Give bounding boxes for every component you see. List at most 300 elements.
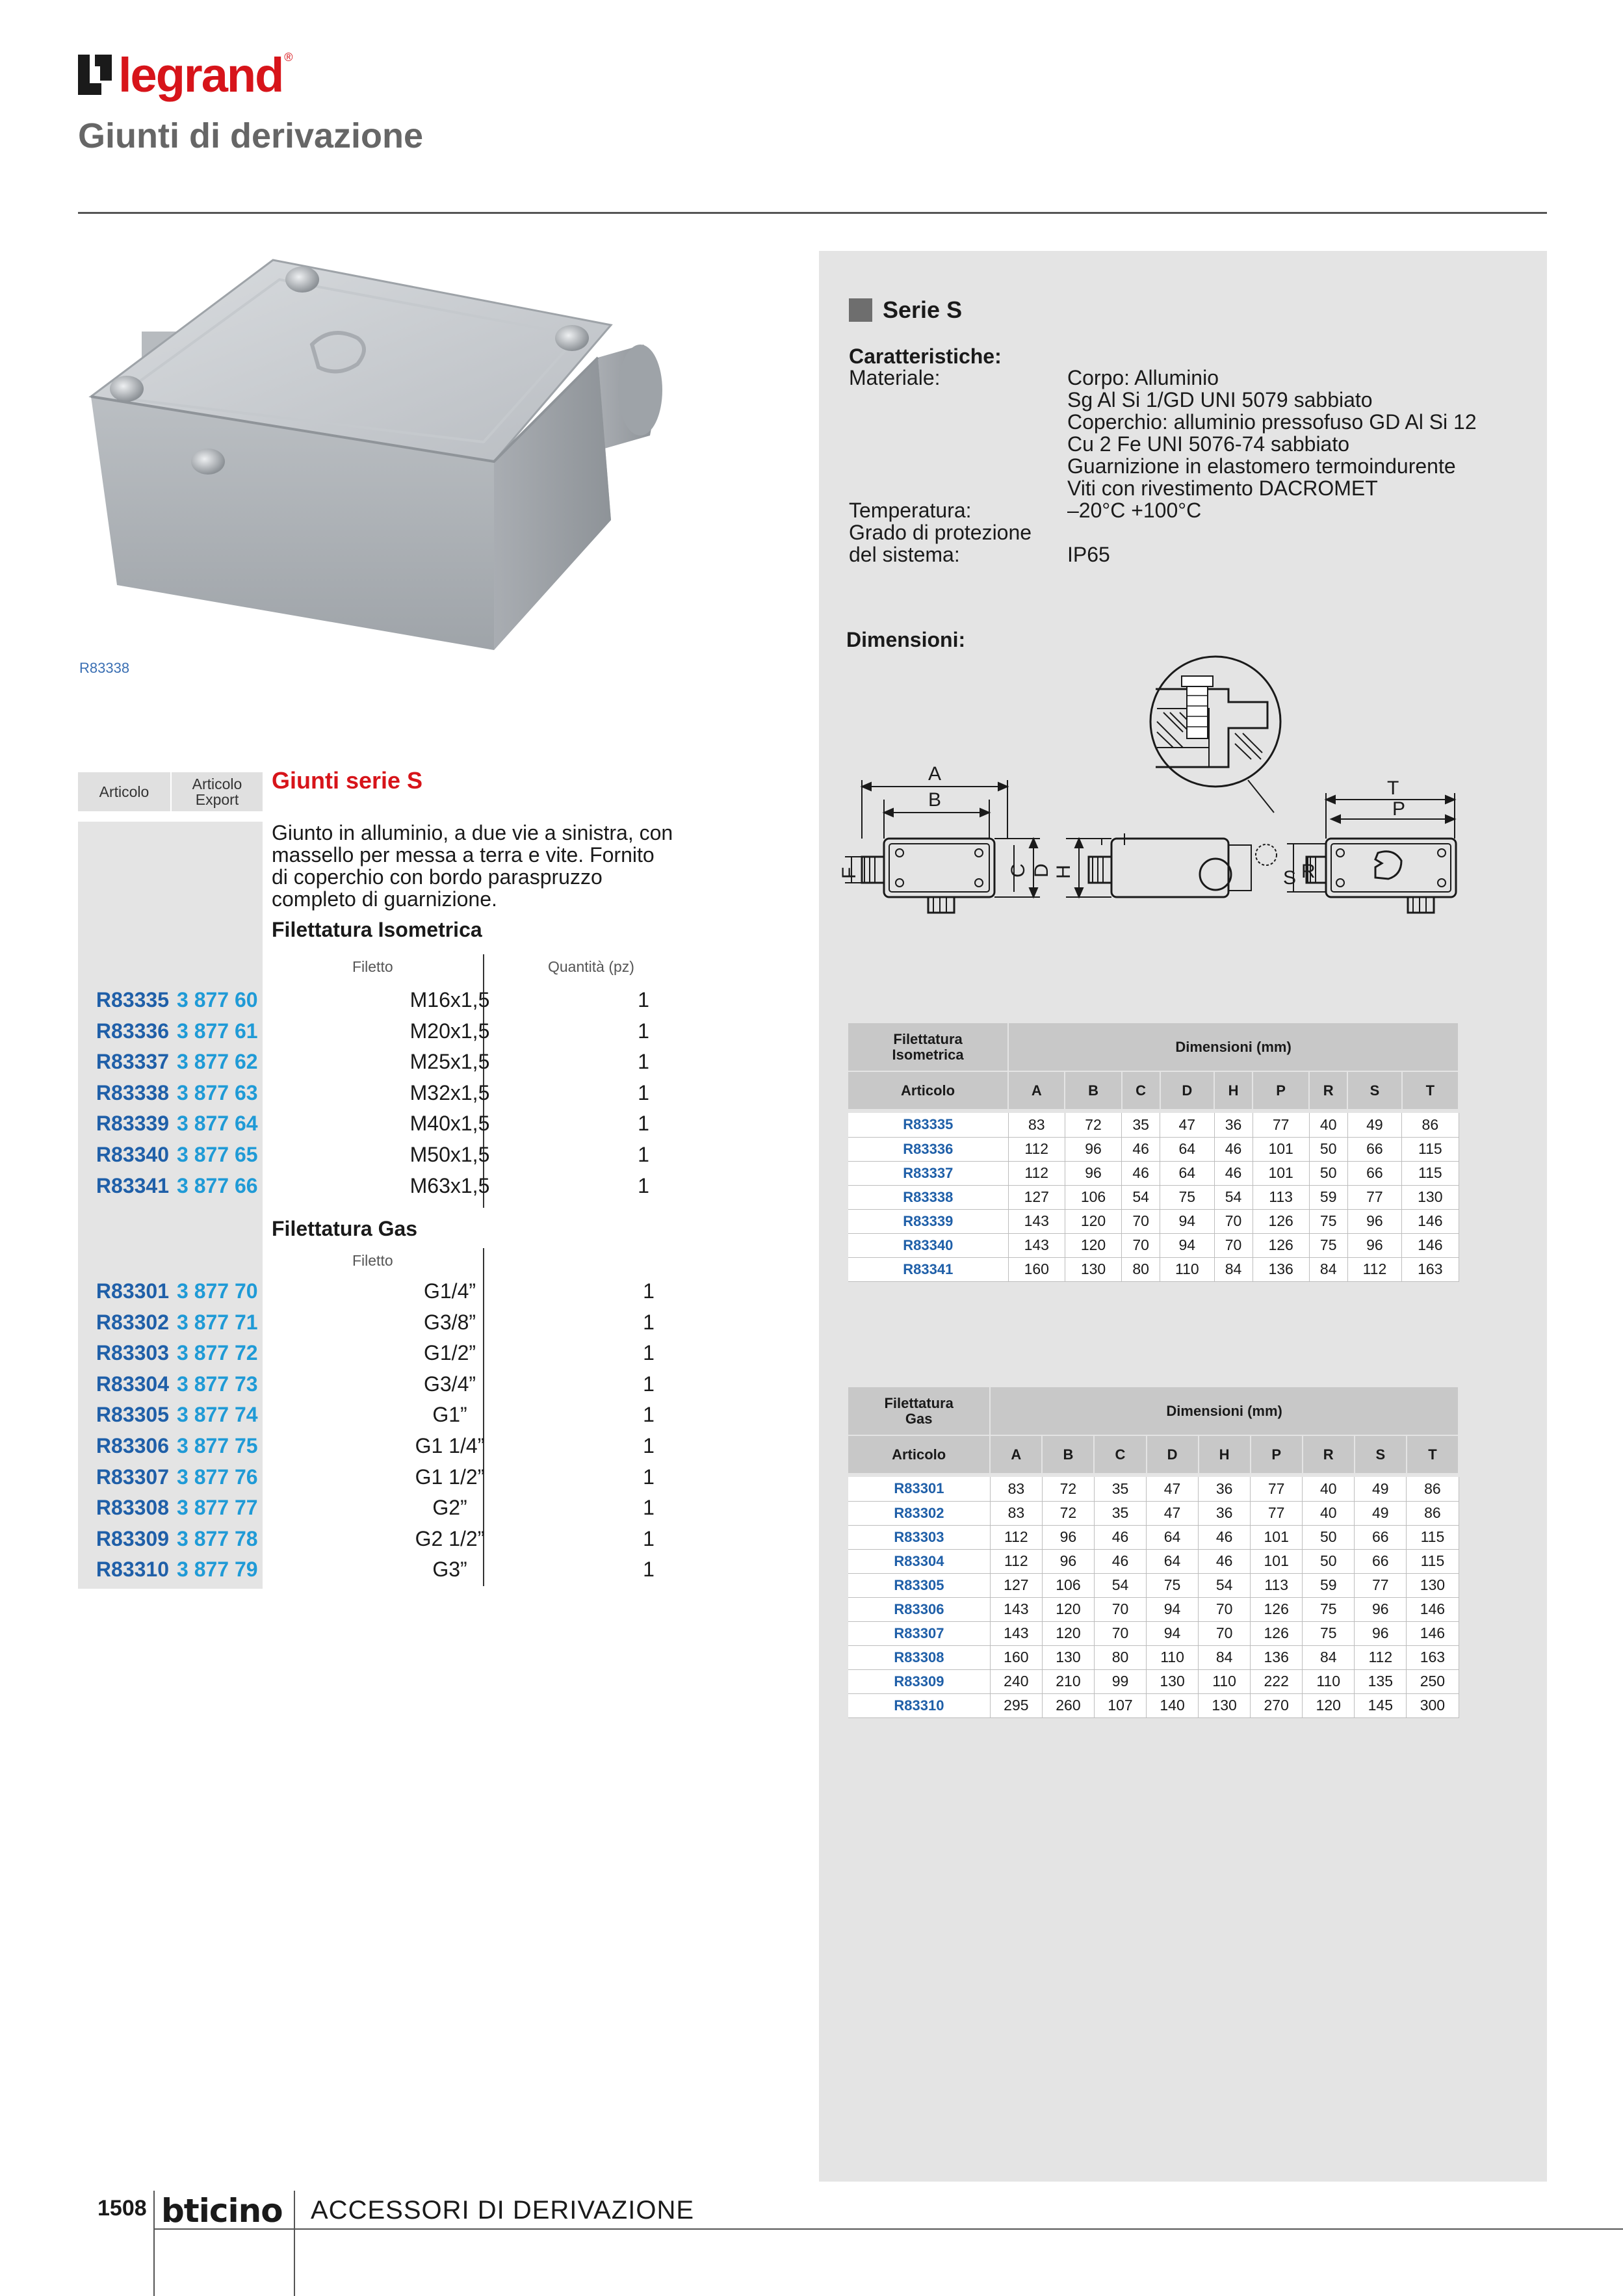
product-photo	[78, 247, 702, 663]
article-code-cell: R83301	[848, 1477, 990, 1501]
dimension-cell: 143	[1008, 1209, 1065, 1233]
quantity-value: 1	[638, 1080, 649, 1104]
dimension-cell: 163	[1402, 1257, 1459, 1281]
page-number: 1508	[97, 2196, 147, 2221]
dimension-cell: 112	[990, 1549, 1042, 1573]
dimension-cell: 210	[1042, 1669, 1094, 1693]
dimension-cell: 54	[1094, 1573, 1146, 1597]
dim-column-header: H	[1199, 1435, 1251, 1473]
article-code-cell: R83302	[848, 1501, 990, 1525]
article-code: R83338	[96, 1080, 169, 1104]
article-code: R83301	[96, 1279, 169, 1303]
footer-divider	[153, 2191, 155, 2296]
spec-row: Viti con rivestimento DACROMET	[1067, 476, 1378, 500]
dimension-cell: 75	[1309, 1209, 1347, 1233]
dimension-cell: 47	[1147, 1501, 1199, 1525]
dimension-cell: 83	[990, 1477, 1042, 1501]
product-row	[78, 1275, 663, 1306]
dimension-cell: 120	[1303, 1693, 1355, 1717]
dimension-cell: 110	[1147, 1645, 1199, 1669]
dimensioni-title: Dimensioni:	[846, 628, 966, 651]
table-row	[848, 1549, 1459, 1573]
dim-column-header: P	[1251, 1435, 1303, 1473]
dim-column-header: Articolo	[848, 1071, 1008, 1109]
dimension-cell: 120	[1042, 1597, 1094, 1621]
dimension-cell: 86	[1407, 1501, 1459, 1525]
dimension-cell: 49	[1355, 1501, 1407, 1525]
thread-value: G3/4”	[423, 1372, 476, 1396]
quantity-value: 1	[638, 1112, 649, 1136]
dim-column-header: R	[1303, 1435, 1355, 1473]
dim-column-header: S	[1347, 1071, 1401, 1109]
dimension-cell: 84	[1214, 1257, 1253, 1281]
dimension-cell: 70	[1199, 1621, 1251, 1645]
table-row	[848, 1669, 1459, 1693]
thread-value: M25x1,5	[409, 1050, 490, 1074]
dim-column-header: T	[1407, 1435, 1459, 1473]
dimension-cell: 64	[1147, 1549, 1199, 1573]
article-code: R83340	[96, 1143, 169, 1166]
dimension-cell: 94	[1147, 1621, 1199, 1645]
article-code-cell: R83308	[848, 1645, 990, 1669]
dimension-cell: 66	[1347, 1137, 1401, 1161]
dimension-cell: 115	[1402, 1137, 1459, 1161]
legrand-logo-text: legrand	[118, 47, 283, 102]
article-code: R83341	[96, 1173, 169, 1197]
quantity-value: 1	[643, 1434, 655, 1457]
serie-title: Serie S	[883, 296, 963, 323]
quantity-value: 1	[643, 1465, 655, 1489]
article-code: R83302	[96, 1310, 169, 1334]
product-row	[78, 1492, 663, 1522]
article-code: R83309	[96, 1526, 169, 1550]
serie-heading	[849, 296, 962, 324]
spec-row: Guarnizione in elastomero termoindurente	[1067, 454, 1456, 478]
footer-divider	[294, 2191, 295, 2296]
dimension-cell: 46	[1199, 1525, 1251, 1549]
dimension-cell: 54	[1214, 1185, 1253, 1209]
dimension-cell: 46	[1214, 1161, 1253, 1185]
article-code-cell: R83304	[848, 1549, 990, 1573]
dimension-cell: 94	[1160, 1209, 1214, 1233]
dimension-cell: 77	[1251, 1501, 1303, 1525]
product-row	[78, 1015, 663, 1046]
table-label-cell: Filettatura Isometrica	[848, 1023, 1008, 1071]
dimension-cell: 135	[1355, 1669, 1407, 1693]
article-code: R83303	[96, 1341, 169, 1365]
dimension-cell: 84	[1303, 1645, 1355, 1669]
dimension-cell: 72	[1042, 1477, 1094, 1501]
article-code: R83307	[96, 1465, 169, 1489]
dimension-cell: 36	[1199, 1477, 1251, 1501]
dimension-cell: 143	[1008, 1233, 1065, 1257]
table-row	[848, 1597, 1459, 1621]
dim-label-A: A	[928, 763, 942, 785]
dim-column-header: D	[1160, 1071, 1214, 1109]
dimension-cell: 222	[1251, 1669, 1303, 1693]
dimension-cell: 145	[1355, 1693, 1407, 1717]
section-title: Giunti serie S	[272, 767, 423, 794]
dimension-cell: 163	[1407, 1645, 1459, 1669]
product-row	[78, 1108, 663, 1138]
dimension-cell: 112	[1008, 1137, 1065, 1161]
dimension-cell: 130	[1147, 1669, 1199, 1693]
dimension-cell: 59	[1309, 1185, 1347, 1209]
dimension-cell: 107	[1094, 1693, 1146, 1717]
dimension-cell: 140	[1147, 1693, 1199, 1717]
dimension-cell: 126	[1251, 1621, 1303, 1645]
article-code-cell: R83338	[848, 1185, 1008, 1209]
dim-label-B: B	[928, 789, 942, 811]
dimension-cell: 101	[1251, 1525, 1303, 1549]
quantity-value: 1	[638, 988, 649, 1011]
article-code-cell: R83310	[848, 1693, 990, 1717]
dimension-cell: 126	[1251, 1597, 1303, 1621]
product-row	[78, 1399, 663, 1429]
dimension-cell: 75	[1147, 1573, 1199, 1597]
dimensioni-header: Dimensioni (mm)	[990, 1387, 1459, 1435]
export-code: 3 877 61	[177, 1019, 258, 1043]
article-code: R83308	[96, 1496, 169, 1520]
thread-value: M50x1,5	[409, 1143, 490, 1166]
dimension-cell: 240	[990, 1669, 1042, 1693]
dimension-cell: 86	[1407, 1477, 1459, 1501]
dimension-cell: 46	[1094, 1549, 1146, 1573]
dimensioni-header: Dimensioni (mm)	[1008, 1023, 1459, 1071]
dim-column-header: Articolo	[848, 1435, 990, 1473]
dim-column-header: C	[1122, 1071, 1160, 1109]
dimension-cell: 136	[1253, 1257, 1309, 1281]
thread-value: M63x1,5	[409, 1173, 490, 1197]
dimension-cell: 120	[1065, 1233, 1121, 1257]
dim-label-P: P	[1392, 798, 1406, 820]
dimension-cell: 250	[1407, 1669, 1459, 1693]
dim-column-header: D	[1147, 1435, 1199, 1473]
column-header-articolo: Articolo	[78, 772, 170, 811]
quantity-value: 1	[638, 1050, 649, 1074]
footer-rule	[153, 2228, 1623, 2230]
product-row	[78, 1337, 663, 1368]
dimension-cell: 96	[1065, 1137, 1121, 1161]
thread-value: M32x1,5	[409, 1080, 490, 1104]
dimension-cell: 146	[1407, 1621, 1459, 1645]
dim-column-header: P	[1253, 1071, 1309, 1109]
photo-caption: R83338	[79, 660, 130, 676]
dimension-cell: 75	[1309, 1233, 1347, 1257]
dim-label-D: D	[1031, 863, 1052, 878]
dimension-cell: 106	[1065, 1185, 1121, 1209]
dimension-cell: 112	[1355, 1645, 1407, 1669]
export-code: 3 877 65	[177, 1143, 258, 1166]
dimension-cell: 160	[990, 1645, 1042, 1669]
product-row	[78, 1523, 663, 1554]
dimension-cell: 130	[1065, 1257, 1121, 1281]
footer-category: ACCESSORI DI DERIVAZIONE	[311, 2196, 695, 2224]
product-row	[78, 984, 663, 1015]
dimension-cell: 270	[1251, 1693, 1303, 1717]
product-row	[78, 1554, 663, 1584]
dim-column-header: R	[1309, 1071, 1347, 1109]
specs-list	[849, 367, 1535, 566]
dim-column-header: B	[1042, 1435, 1094, 1473]
spec-row: Temperatura: –20°C +100°C	[849, 499, 1202, 522]
table-row	[848, 1525, 1459, 1549]
dimension-cell: 84	[1309, 1257, 1347, 1281]
dimension-table-isometrica	[848, 1023, 1459, 1282]
article-code: R83305	[96, 1403, 169, 1427]
dimension-cell: 50	[1309, 1137, 1347, 1161]
product-row	[78, 1077, 663, 1108]
dimension-cell: 80	[1122, 1257, 1160, 1281]
thread-value: M16x1,5	[409, 988, 490, 1011]
thread-value: M20x1,5	[409, 1019, 490, 1043]
table-row	[848, 1233, 1459, 1257]
dimension-cell: 64	[1160, 1161, 1214, 1185]
dimension-cell: 36	[1214, 1113, 1253, 1137]
dim-label-R: R	[1301, 861, 1316, 882]
product-row	[78, 1139, 663, 1169]
dimension-cell: 70	[1214, 1209, 1253, 1233]
dimension-cell: 35	[1094, 1501, 1146, 1525]
dim-label-S: S	[1283, 867, 1297, 889]
dimension-cell: 50	[1303, 1525, 1355, 1549]
export-code: 3 877 70	[177, 1279, 258, 1303]
dimension-cell: 120	[1042, 1621, 1094, 1645]
dimension-cell: 112	[1347, 1257, 1401, 1281]
dim-label-C: C	[1007, 863, 1029, 878]
table-row	[848, 1573, 1459, 1597]
quantity-value: 1	[643, 1341, 655, 1365]
legrand-logo-mark-icon	[78, 55, 112, 95]
dimension-cell: 94	[1160, 1233, 1214, 1257]
dimension-cell: 49	[1355, 1477, 1407, 1501]
quantity-value: 1	[643, 1496, 655, 1520]
dimension-cell: 84	[1199, 1645, 1251, 1669]
export-code: 3 877 74	[177, 1403, 258, 1427]
article-code: R83337	[96, 1050, 169, 1074]
export-code: 3 877 64	[177, 1112, 258, 1136]
dimension-cell: 47	[1160, 1113, 1214, 1137]
dimension-cell: 70	[1122, 1233, 1160, 1257]
quantity-value: 1	[638, 1019, 649, 1043]
dimension-cell: 101	[1253, 1161, 1309, 1185]
dimension-cell: 127	[990, 1573, 1042, 1597]
dimension-cell: 96	[1042, 1549, 1094, 1573]
quantity-value: 1	[643, 1558, 655, 1582]
quantity-value: 1	[638, 1173, 649, 1197]
table-row	[848, 1693, 1459, 1717]
dimension-cell: 75	[1303, 1621, 1355, 1645]
article-code-cell: R83341	[848, 1257, 1008, 1281]
dimension-cell: 146	[1407, 1597, 1459, 1621]
dimension-cell: 126	[1253, 1209, 1309, 1233]
table-row	[848, 1161, 1459, 1185]
dimension-cell: 75	[1303, 1597, 1355, 1621]
dimension-cell: 99	[1094, 1669, 1146, 1693]
dimension-cell: 130	[1407, 1573, 1459, 1597]
dimension-cell: 46	[1122, 1161, 1160, 1185]
dimension-cell: 70	[1094, 1621, 1146, 1645]
product-row	[78, 1368, 663, 1399]
dimension-cell: 77	[1355, 1573, 1407, 1597]
dimension-cell: 70	[1199, 1597, 1251, 1621]
table-row	[848, 1257, 1459, 1281]
table-row	[848, 1209, 1459, 1233]
dim-column-header: A	[1008, 1071, 1065, 1109]
article-code-cell: R83339	[848, 1209, 1008, 1233]
export-code: 3 877 79	[177, 1558, 258, 1582]
dimension-cell: 101	[1253, 1137, 1309, 1161]
table-row	[848, 1477, 1459, 1501]
dimension-table-gas	[848, 1387, 1459, 1718]
article-code-cell: R83335	[848, 1113, 1008, 1137]
dimension-cell: 46	[1214, 1137, 1253, 1161]
dimension-cell: 126	[1253, 1233, 1309, 1257]
spec-row: Cu 2 Fe UNI 5076-74 sabbiato	[1067, 432, 1350, 456]
thread-value: G2”	[432, 1496, 467, 1520]
table-row	[848, 1137, 1459, 1161]
subsection-isometrica: Filettatura Isometrica	[272, 918, 482, 941]
product-row	[78, 1046, 663, 1076]
dimension-cell: 106	[1042, 1573, 1094, 1597]
dimension-cell: 70	[1122, 1209, 1160, 1233]
article-code: R83335	[96, 988, 169, 1011]
dimension-cell: 77	[1251, 1477, 1303, 1501]
dimension-cell: 130	[1199, 1693, 1251, 1717]
dim-label-F: F	[838, 867, 860, 879]
article-code-cell: R83306	[848, 1597, 990, 1621]
table-row	[848, 1501, 1459, 1525]
quantity-value: 1	[643, 1279, 655, 1303]
dimension-cell: 83	[1008, 1113, 1065, 1137]
dim-column-header: C	[1094, 1435, 1146, 1473]
dimension-cell: 113	[1251, 1573, 1303, 1597]
dimension-cell: 160	[1008, 1257, 1065, 1281]
dimension-cell: 40	[1309, 1113, 1347, 1137]
dimension-cell: 110	[1199, 1669, 1251, 1693]
article-code-cell: R83340	[848, 1233, 1008, 1257]
dimension-cell: 101	[1251, 1549, 1303, 1573]
column-header-filetto: Filetto	[352, 1252, 393, 1269]
dimension-cell: 40	[1303, 1477, 1355, 1501]
table-label-cell: Filettatura Gas	[848, 1387, 990, 1435]
dimension-cell: 260	[1042, 1693, 1094, 1717]
dimension-cell: 96	[1065, 1161, 1121, 1185]
dimension-cell: 50	[1309, 1161, 1347, 1185]
table-row	[848, 1113, 1459, 1137]
thread-value: G1 1/4”	[415, 1434, 485, 1457]
dimension-cell: 115	[1407, 1525, 1459, 1549]
dimension-cell: 50	[1303, 1549, 1355, 1573]
spec-row: Coperchio: alluminio pressofuso GD Al Si 12	[1067, 410, 1477, 434]
dimension-cell: 35	[1122, 1113, 1160, 1137]
article-code: R83304	[96, 1372, 169, 1396]
quantity-value: 1	[643, 1526, 655, 1550]
article-code-cell: R83337	[848, 1161, 1008, 1185]
dimension-cell: 112	[990, 1525, 1042, 1549]
article-code-cell: R83336	[848, 1137, 1008, 1161]
dimension-cell: 40	[1303, 1501, 1355, 1525]
dimension-cell: 70	[1214, 1233, 1253, 1257]
legrand-logo	[78, 46, 293, 104]
article-code-cell: R83303	[848, 1525, 990, 1549]
dimension-cell: 77	[1253, 1113, 1309, 1137]
dimension-cell: 46	[1094, 1525, 1146, 1549]
dimension-cell: 64	[1147, 1525, 1199, 1549]
dimension-cell: 112	[1008, 1161, 1065, 1185]
export-code: 3 877 75	[177, 1434, 258, 1457]
bticino-logo: bticino	[161, 2192, 283, 2230]
thread-value: M40x1,5	[409, 1112, 490, 1136]
dimension-cell: 46	[1199, 1549, 1251, 1573]
thread-value: G3/8”	[423, 1310, 476, 1334]
spec-row: del sistema: IP65	[849, 543, 1110, 566]
product-row	[78, 1170, 663, 1201]
dimension-cell: 66	[1355, 1525, 1407, 1549]
dimension-cell: 80	[1094, 1645, 1146, 1669]
product-description: Giunto in alluminio, a due vie a sinistra, con massello per messa a terra e vite. Fornito di coperchio con bordo paraspruzzo completo di guarnizione.	[272, 821, 673, 911]
table-row	[848, 1645, 1459, 1669]
dimension-cell: 72	[1065, 1113, 1121, 1137]
spec-row: Grado di protezione	[849, 521, 1032, 544]
article-code: R83336	[96, 1019, 169, 1043]
thread-value: G1 1/2”	[415, 1465, 485, 1489]
dimension-cell: 72	[1042, 1501, 1094, 1525]
dimension-cell: 94	[1147, 1597, 1199, 1621]
registered-mark: ®	[284, 51, 293, 64]
product-row	[78, 1461, 663, 1492]
dim-column-header: S	[1355, 1435, 1407, 1473]
subsection-gas: Filettatura Gas	[272, 1217, 418, 1240]
dimension-cell: 47	[1147, 1477, 1199, 1501]
table-row	[848, 1185, 1459, 1209]
column-header-quantita: Quantità (pz)	[548, 958, 634, 975]
dimension-cell: 115	[1402, 1161, 1459, 1185]
dimension-cell: 120	[1065, 1209, 1121, 1233]
square-bullet-icon	[849, 298, 872, 322]
article-code: R83339	[96, 1112, 169, 1136]
dim-column-header: H	[1214, 1071, 1253, 1109]
title-divider	[78, 212, 1547, 214]
dimension-cell: 130	[1042, 1645, 1094, 1669]
thread-value: G1/4”	[423, 1279, 476, 1303]
dimension-cell: 83	[990, 1501, 1042, 1525]
dimension-cell: 59	[1303, 1573, 1355, 1597]
thread-value: G2 1/2”	[415, 1526, 485, 1550]
page-title: Giunti di derivazione	[78, 116, 424, 155]
article-code: R83306	[96, 1434, 169, 1457]
quantity-value: 1	[643, 1310, 655, 1334]
dimension-cell: 66	[1355, 1549, 1407, 1573]
article-code-cell: R83305	[848, 1573, 990, 1597]
dimension-cell: 36	[1199, 1501, 1251, 1525]
column-header-filetto: Filetto	[352, 958, 393, 975]
export-code: 3 877 73	[177, 1372, 258, 1396]
dim-column-header: A	[990, 1435, 1042, 1473]
dimension-cell: 64	[1160, 1137, 1214, 1161]
dimension-cell: 115	[1407, 1549, 1459, 1573]
product-row	[78, 1430, 663, 1461]
export-code: 3 877 78	[177, 1526, 258, 1550]
dimension-cell: 146	[1402, 1209, 1459, 1233]
thread-value: G3”	[432, 1558, 467, 1582]
dimension-cell: 70	[1094, 1597, 1146, 1621]
dim-column-header: B	[1065, 1071, 1121, 1109]
dimension-cell: 146	[1402, 1233, 1459, 1257]
column-header-export: Articolo Export	[172, 772, 263, 811]
dimension-cell: 96	[1355, 1597, 1407, 1621]
dimension-drawing	[838, 650, 1482, 936]
